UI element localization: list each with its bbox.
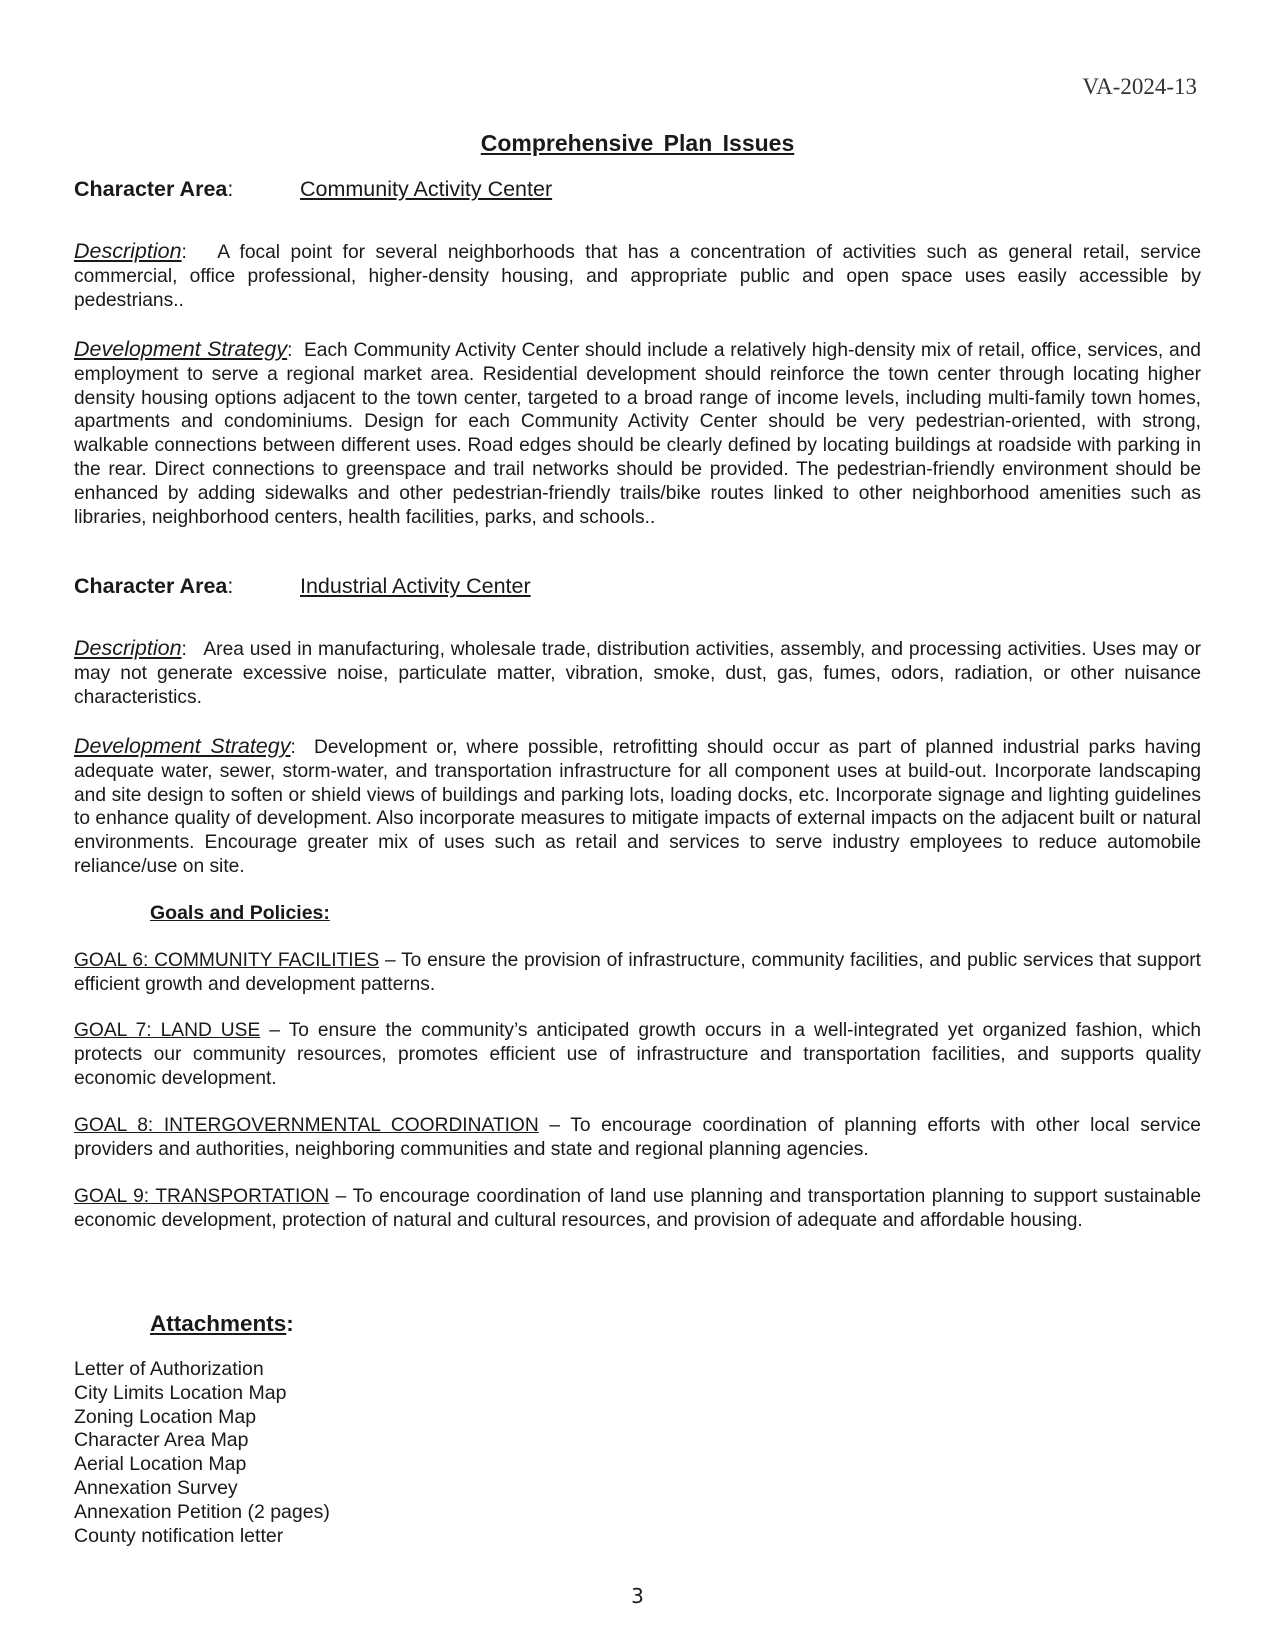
strategy-label: Development Strategy <box>74 337 288 361</box>
character-area-label: Character Area <box>74 177 228 201</box>
list-item: Zoning Location Map <box>74 1405 257 1428</box>
goal-paragraph-8 <box>74 1114 1201 1162</box>
page-number: 3 <box>631 1584 644 1608</box>
strategy-label: Development Strategy <box>74 734 291 758</box>
character-area-heading-industrial: Character Area: Industrial Activity Center <box>74 574 531 598</box>
goal-name: GOAL 9: TRANSPORTATION <box>74 1186 330 1207</box>
goal-paragraph-6 <box>74 949 1201 997</box>
list-item: Letter of Authorization <box>74 1358 264 1380</box>
character-area-name: Industrial Activity Center <box>300 574 531 598</box>
character-area-label: Character Area <box>74 574 228 598</box>
attachments-list <box>74 1358 330 1548</box>
description-text: Area used in manufacturing, wholesale trade, distribution activities, assembly, and processing activities. Uses may or may not generate excessive noise, particulate matter, vibration, smoke, dust, gas, fumes, odors, radiation, or other nuisance characteristics. <box>74 639 1202 708</box>
strategy-paragraph-community: Development Strategy: Each Community Activity Center should include a relatively high-density mix of retail, office, services, and employment to serve a regional market area. Residential development should reinforce the town center through locating higher density housing options adjacent to the town center, targeted to a broad range of income levels, including multi-family town homes, apartments and condominiums. Design for each Community Activity Center should be very pedestrian-oriented, with strong, walkable connections between different uses. Road edges should be clearly defined by locating buildings at roadside with parking in the rear. Direct connections to greenspace and trail networks should be provided. The pedestrian-friendly environment should be enhanced by adding sidewalks and other pedestrian-friendly trails/bike routes linked to other neighborhood amenities such as libraries, neighborhood centers, health facilities, parks, and schools.. <box>74 337 1201 528</box>
goal-name: GOAL 6: COMMUNITY FACILITIES <box>74 950 380 971</box>
character-area-name: Community Activity Center <box>300 177 553 201</box>
list-item: Character Area Map <box>74 1429 249 1452</box>
goal-paragraph-7 <box>74 1019 1201 1090</box>
goal-text: – To ensure the provision of infrastructure, community facilities, and public services that support efficient growth and development patterns. <box>74 950 1201 995</box>
description-paragraph-industrial: Description: Area used in manufacturing, wholesale trade, distribution activities, assembly, and processing activities. Uses may or may not generate excessive noise, particulate matter, vibration, smoke, dust, gas, fumes, odors, radiation, or other nuisance characteristics. <box>74 636 1202 708</box>
list-item: Annexation Survey <box>74 1476 238 1499</box>
strategy-text: Development or, where possible, retrofitting should occur as part of planned industrial parks having adequate water, sewer, storm-water, and transportation infrastructure for all component uses at build-out. Incorporate landscaping and site design to soften or shield views of buildings and parking lots, loading docks, etc. Incorporate signage and lighting guidelines to enhance quality of development. Also incorporate measures to mitigate impacts of external impacts on the adjacent built or natural environments. Encourage greater mix of uses such as retail and services to serve industry employees to reduce automobile reliance/use on site. <box>74 737 1201 877</box>
description-text: A focal point for several neighborhoods that has a concentration of activities such as general retail, service commercial, office professional, higher-density housing, and appropriate public and open space uses easily accessible by pedestrians.. <box>74 242 1202 311</box>
attachments-heading: Attachments: <box>150 1311 294 1336</box>
description-paragraph-community: Description: A focal point for several neighborhoods that has a concentration of activities such as general retail, service commercial, office professional, higher-density housing, and appropriate public and open space uses easily accessible by pedestrians.. <box>74 239 1202 311</box>
list-item: County notification letter <box>74 1524 284 1547</box>
strategy-paragraph-industrial: Development Strategy: Development or, where possible, retrofitting should occur as part of planned industrial parks having adequate water, sewer, storm-water, and transportation infrastructure for all component uses at build-out. Incorporate landscaping and site design to soften or shield views of buildings and parking lots, loading docks, etc. Incorporate signage and lighting guidelines to enhance quality of development. Also incorporate measures to mitigate impacts of external impacts on the adjacent built or natural environments. Encourage greater mix of uses such as retail and services to serve industry employees to reduce automobile reliance/use on site. <box>74 734 1201 877</box>
character-area-heading-community: Character Area: Community Activity Center <box>74 177 553 201</box>
list-item: City Limits Location Map <box>74 1381 287 1404</box>
goals-heading: Goals and Policies: <box>150 902 330 924</box>
goal-name: GOAL 7: LAND USE <box>74 1020 261 1041</box>
list-item: Annexation Petition (2 pages) <box>74 1500 330 1523</box>
description-label: Description <box>74 239 182 263</box>
attachments-heading-text: Attachments <box>150 1311 287 1336</box>
goal-text: – To ensure the community’s anticipated growth occurs in a well-integrated yet organized fashion, which protects our community resources, promotes efficient use of infrastructure and transportation facilities, and supports quality economic development. <box>74 1020 1201 1089</box>
page-title: Comprehensive Plan Issues <box>480 130 795 156</box>
goal-paragraph-9 <box>74 1185 1201 1233</box>
list-item: Aerial Location Map <box>74 1453 247 1476</box>
goal-text: – To encourage coordination of planning efforts with other local service providers and authorities, neighboring communities and state and regional planning agencies. <box>74 1115 1201 1160</box>
description-label: Description <box>74 636 182 660</box>
goal-text: – To encourage coordination of land use planning and transportation planning to support sustainable economic development, protection of natural and cultural resources, and provision of adequate and affordable housing. <box>74 1186 1201 1231</box>
document-id: VA-2024-13 <box>1082 74 1197 99</box>
goal-name: GOAL 8: INTERGOVERNMENTAL COORDINATION <box>74 1115 539 1136</box>
strategy-text: Each Community Activity Center should include a relatively high-density mix of retail, office, services, and employment to serve a regional market area. Residential development should reinforce the town center through locating higher density housing options adjacent to the town center, targeted to a broad range of income levels, including multi-family town homes, apartments and condominiums. Design for each Community Activity Center should be very pedestrian-oriented, with strong, walkable connections between different uses. Road edges should be clearly defined by locating buildings at roadside with parking in the rear. Direct connections to greenspace and trail networks should be provided. The pedestrian-friendly environment should be enhanced by adding sidewalks and other pedestrian-friendly trails/bike routes linked to other neighborhood amenities such as libraries, neighborhood centers, health facilities, parks, and schools.. <box>74 340 1201 528</box>
